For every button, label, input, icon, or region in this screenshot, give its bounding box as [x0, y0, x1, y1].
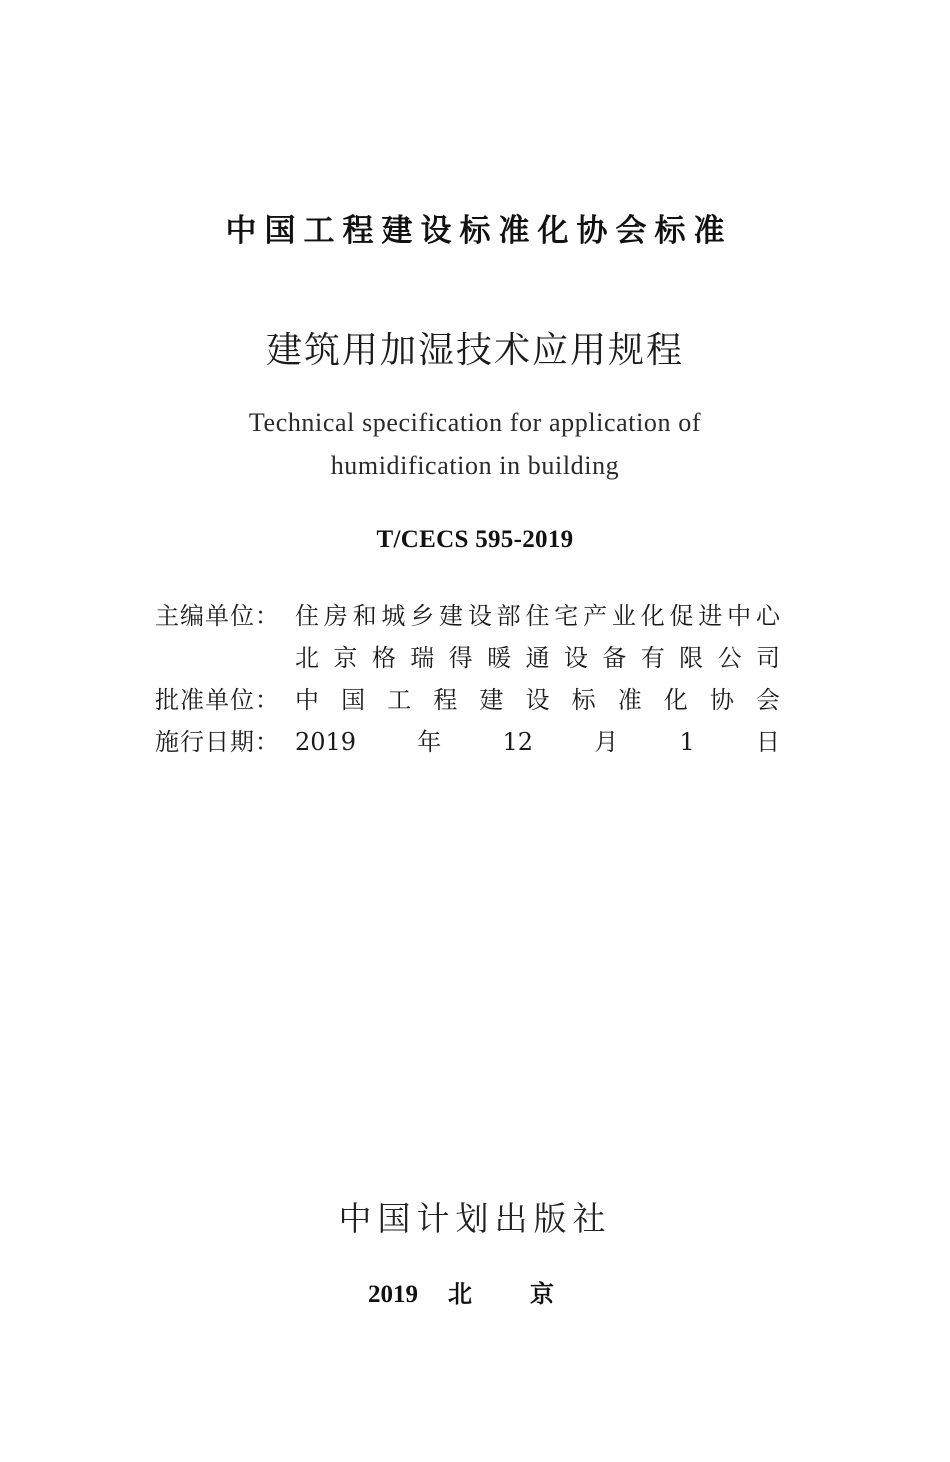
standard-number: T/CECS 595-2019 [376, 526, 574, 553]
approving-unit-label: 批准单位： [155, 686, 280, 714]
chief-editor-value-1: 住房和城乡建设部住宅产业化促进中心 [295, 602, 780, 630]
approving-unit-row [155, 679, 795, 721]
standard-info-block [155, 595, 795, 763]
effective-date-row [155, 721, 795, 763]
standard-title-chinese: 建筑用加湿技术应用规程 [265, 330, 684, 371]
effective-date-value: 2019年12月1日 [295, 728, 780, 756]
chief-editor-row [155, 595, 795, 637]
effective-date-label: 施行日期： [155, 728, 280, 756]
publication-place-line [368, 1274, 612, 1309]
publication-year: 2019 [368, 1281, 418, 1308]
association-title: 中国工程建设标准化协会标准 [225, 213, 733, 249]
approving-unit-value: 中国工程建设标准化协会 [295, 686, 780, 714]
chief-editor-label: 主编单位： [155, 602, 280, 630]
chief-editor-row-2 [155, 637, 795, 679]
chief-editor-value-2: 北京格瑞得暖通设备有限公司 [295, 644, 780, 672]
standard-title-english-line-1: Technical specification for application of [248, 408, 702, 437]
publication-city: 北京 [448, 1280, 612, 1308]
publisher-name: 中国计划出版社 [338, 1199, 612, 1238]
standard-title-english-line-2: humidification in building [330, 451, 620, 480]
